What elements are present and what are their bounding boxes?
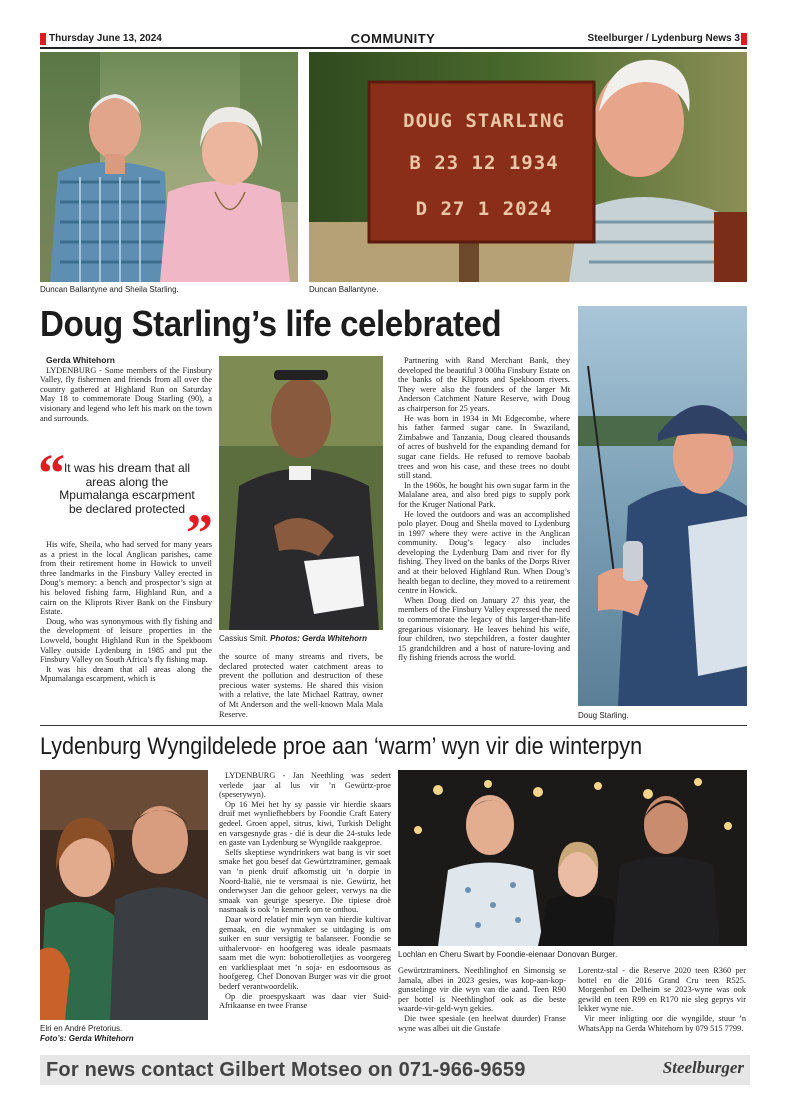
article2-column-3 bbox=[578, 966, 746, 1033]
article-paragraph: LYDENBURG - Some members of the Finsbury Valley, fly fishermen and friends from all over the country gathered at Highland Run on Saturday May 18 to commemorate Doug Starling (90), a visionary and legend who left his mark on the town and surrounds. bbox=[40, 365, 212, 423]
article-paragraph: Op 16 Mei het hy sy passie vir hierdie skaars druif met wynliefhebbers by Foondie Craft Eatery gedeel. Groen appel, sitrus, kiwi, Turkish Delight en varsgesnyde gras - dié is deur die 24-stuks lede en gaste van Lydenburg se Wyngilde raakgeproe. bbox=[219, 799, 391, 848]
article-paragraph: It was his dream that all areas along the Mpumalanga escarpment, which is bbox=[40, 664, 212, 684]
photo-memorial-sign bbox=[309, 52, 747, 282]
article-paragraph: LYDENBURG - Jan Neethling was sedert verlede jaar al lus vir ’n Gewürtz-proe (speserywyn). bbox=[219, 771, 391, 800]
article2-headline: Lydenburg Wyngildelede proe aan ‘warm’ wyn vir die winterpyn bbox=[40, 733, 643, 760]
sign-birth: B 23 12 1934 bbox=[409, 152, 559, 174]
page-label: Steelburger / Lydenburg News 3 bbox=[587, 33, 740, 44]
footer-banner bbox=[40, 1055, 750, 1085]
article-paragraph: When Doug died on January 27 this year, the members of the Finsbury Valley expressed the need to commemorate the legacy of this larger-than-life gregarious visionary. He leaves behind his wife, four children, two stepchildren, a foster daughter 15 grandchildren and a host of nature-loving and fly fishing friends across the world. bbox=[398, 595, 570, 663]
article-headline: Doug Starling’s life celebrated bbox=[40, 303, 502, 344]
article-paragraph: Doug, who was synonymous with fly fishing and the development of leisure properties in the Lowveld, bought Highland Run in the Spekboom Valley outside Lydenburg in 1985 and put the Finsbury Valley on South Africa’s fly fishing map. bbox=[40, 616, 212, 665]
sign-death: D 27 1 2024 bbox=[415, 198, 553, 220]
article-column-2 bbox=[219, 652, 383, 719]
caption-name: Cassius Smit. bbox=[219, 634, 268, 643]
caption-right-photo: Doug Starling. bbox=[578, 711, 629, 720]
article-paragraph: Lorentz-stal - die Reserve 2020 teen R360 per bottel en die 2016 Grand Cru teen R525. Morgenhof en Delheim se 2023-wyne was ook gewild en teen R99 en R170 nie sleg geprys vir lekker wyne nie. bbox=[578, 966, 746, 1014]
caption-left-photo: Elri en André Pretorius. bbox=[40, 1024, 123, 1033]
article-divider bbox=[40, 725, 747, 726]
article-paragraph: He loved the outdoors and was an accomplished polo player. Doug and Sheila moved to Lydenburg in 1997 where they were active in the Anglican community. Doug’s legacy also includes developing the Lydenburg Dam and river for fly fishing. They lived on the banks of the Dorps River and at their beloved Highland Run. When Doug’s health began to decline, they moved to a retirement centre in Howick. bbox=[398, 509, 570, 596]
article-column-1 bbox=[40, 356, 212, 423]
issue-date: Thursday June 13, 2024 bbox=[49, 33, 162, 44]
article-paragraph: Vir meer inligting oor die wyngilde, stuur ’n WhatsApp na Gerda Whitehorn by 079 515 7799. bbox=[578, 1013, 746, 1033]
photo-cassius-smit bbox=[219, 356, 383, 630]
photo-doug-fishing bbox=[578, 306, 747, 706]
article-paragraph: Die twee spesiale (en heelwat duurder) Franse wyne was albei uit die Gustafe bbox=[398, 1013, 566, 1033]
article-paragraph: Daar word relatief min wyn van hierdie kultivar gemaak, en die wynmaker se uitdaging is om suiker en suur versigtig te balanseer. Foondie se uithalervoor- en hoofgereg was ideale pasmaats saam met die wyn: bobotierolletjies as voorgereg en varkliesplaat met ’n soja- en esdoornsous as hoofgereg. Chef Donovan Burger was vir die groot bederf verantwoordelik. bbox=[219, 914, 391, 992]
caption-photo-2: Duncan Ballantyne. bbox=[309, 285, 379, 294]
header-accent-right bbox=[741, 33, 747, 45]
photo-elri-andre bbox=[40, 770, 208, 1020]
photo-duncan-sheila bbox=[40, 52, 298, 282]
sign-name: DOUG STARLING bbox=[403, 110, 565, 132]
photo-credit: Photos: Gerda Whitehorn bbox=[270, 634, 368, 643]
article-paragraph: the source of many streams and rivers, be declared protected water catchment areas to prevent the pollution and destruction of these precious water systems. He shared this vision with a relative, the late Michael Rattray, owner of Mt Anderson and the well-known Mala Mala Reserve. bbox=[219, 652, 383, 719]
pull-quote: It was his dream that all areas along the Mpumalanga escarpment be declared protected bbox=[59, 461, 195, 516]
article-paragraph: He was born in 1934 in Mt Edgecombe, where his father farmed sugar cane. In Swaziland, Zimbabwe and Tanzania, Doug cleared thousands of acres of bushveld for the expanding demand for sugar cane fields. He refused to remove baobab trees and won his case, and these trees no doubt still stand. bbox=[398, 413, 570, 481]
article-column-1b bbox=[40, 540, 212, 684]
caption-middle-photo bbox=[219, 634, 367, 644]
steelburger-logo: Steelburger bbox=[662, 1058, 744, 1077]
close-quote-mark: ” bbox=[186, 503, 213, 563]
header-rule bbox=[40, 47, 747, 49]
article-paragraph: Gewürtztraminers. Neethlinghof en Simonsig se Jamala, albei in 2023 gesies, was kop-aan-kop-gunstelinge vir die wyn van die aand. Teen R90 per bottel is Neethlinghof ook as die beste waarde-vir-geld-wyn gekies. bbox=[398, 966, 566, 1014]
byline: Gerda Whitehorn bbox=[46, 355, 115, 365]
caption-photo-1: Duncan Ballantyne and Sheila Starling. bbox=[40, 285, 179, 294]
article-paragraph: Partnering with Rand Merchant Bank, they developed the beautiful 3 000ha Finsbury Estate on the banks of the Kliprots and Spekboom rivers. They were also the founders of the larger Mt Anderson Catchment Nature Reserve, with Doug as chairperson for 25 years. bbox=[398, 356, 570, 413]
photo-group bbox=[398, 770, 747, 946]
section-title: COMMUNITY bbox=[350, 31, 436, 46]
footer-contact: For news contact Gilbert Motseo on 071-966-9659 bbox=[46, 1059, 526, 1081]
article-paragraph: Selfs skeptiese wyndrinkers wat bang is vir soet smake het gou besef dat Gewürtztraminer, gemaak van ’n pienk druif afkomstig uit ’n dorpie in Noord-Italië, nie te versmaai is nie. Gewürtz, het onderwyser Jan die gehoor geleer, verwys na die smaak van geurige speserye. Die tipiese droë nasmaak is ook ’n kenmerk om te onthou. bbox=[219, 847, 391, 915]
caption-group-photo: Lochlan en Cheru Swart by Foondie-eienaar Donovan Burger. bbox=[398, 950, 618, 959]
article-column-3 bbox=[398, 356, 570, 663]
article-paragraph: Op die proespyskaart was daar vier Suid-Afrikaanse en twee Franse bbox=[219, 991, 391, 1011]
open-quote-mark: “ bbox=[38, 443, 65, 503]
article-paragraph: In the 1960s, he bought his own sugar farm in the Malalane area, and also bred pigs to supply pork for the Kruger National Park. bbox=[398, 480, 570, 509]
photo-credit-2: Foto’s: Gerda Whitehorn bbox=[40, 1034, 134, 1043]
article2-column-1 bbox=[219, 771, 391, 1011]
article-paragraph: His wife, Sheila, who had served for many years as a priest in the local Anglican parishes, came from their retirement home in Howick to unveil three landmarks in the Finsbury Valley erected in Doug’s memory: a bench and prospector’s sign at his beloved fishing farm, Highland Run, and a cairn on the Kliprots River Bank on the Finsbury Estate. bbox=[40, 540, 212, 617]
article2-column-2 bbox=[398, 966, 566, 1033]
